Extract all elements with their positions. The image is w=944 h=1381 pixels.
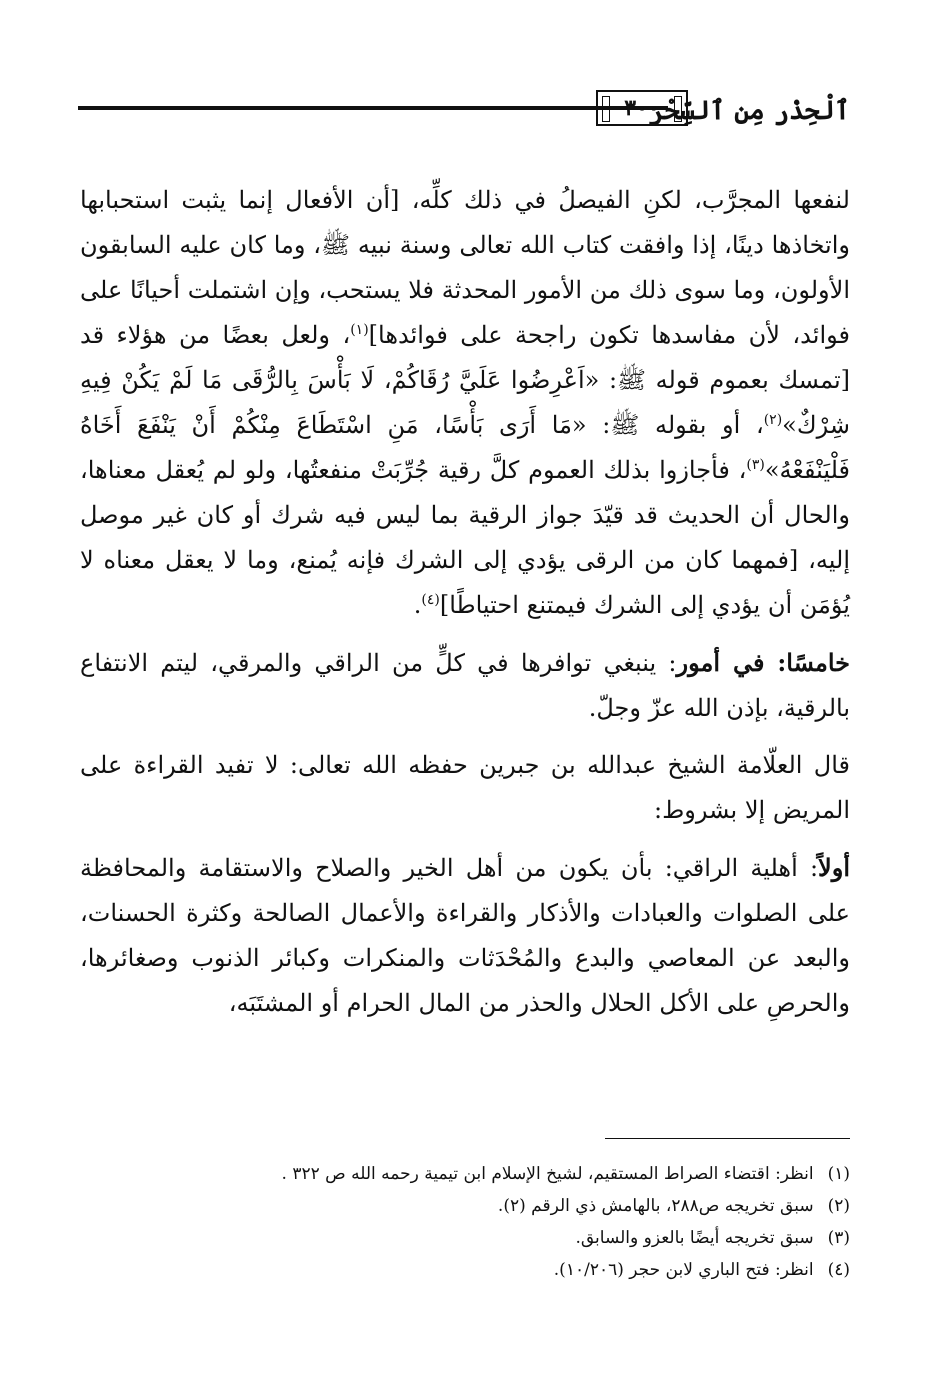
- page-header: [78, 90, 850, 130]
- text-run: .: [413, 591, 422, 619]
- footnote-text: انظر: اقتضاء الصراط المستقيم، لشيخ الإسلام ابن تيمية رحمه الله ص ٣٢٢ .: [281, 1164, 814, 1184]
- footnote-number: (٣): [827, 1228, 850, 1248]
- running-title: ٱلْحِذْر مِن ٱلسِّحْر: [649, 96, 850, 126]
- footnote-item: [90, 1158, 850, 1190]
- footnote-ref-4: (٤): [421, 592, 440, 608]
- text-run: لنفعها المجرَّب، لكنِ الفيصلُ في ذلك كلِّه، [أن الأفعال إنما يثبت استحبابها واتخاذها دينًا، إذا وافقت كتاب الله تعالى وسنة نبيه ﷺ، وما كان عليه السابقون الأولون، وما سوى ذلك من الأمور المحدثة فلا يستحب، وإن اشتملت أحيانًا على فوائد، لأن مفاسدها تكون راجحة على فوائدها]: [80, 186, 850, 349]
- text-run: ، فأجازوا بذلك العموم كلَّ رقية جُرِّبَتْ منفعتُها، ولو لم يُعقل معناها، والحال أن الحديث قد قيّدَ جواز الرقية بما ليس فيه شرك أو كان غير موصل إليه، [فمهما كان من الرقى يؤدي إلى الشرك فإنه يُمنع، وما لا يعقل معناه لا يُؤمَن أن يؤدي إلى الشرك فيمتنع احتياطًا]: [80, 456, 850, 619]
- footnote-item: [90, 1190, 850, 1222]
- text-run: ، أو بقوله ﷺ: «مَا أَرَى بَأْسًا، مَنِ اسْتَطَاعَ مِنْكُمْ أَنْ يَنْفَعَ أَخَاهُ فَلْيَنْفَعْهُ»: [80, 411, 850, 484]
- footnote-ref-1: (١): [350, 322, 369, 338]
- footnote-text: سبق تخريجه ص٢٨٨، بالهامش ذي الرقم (٢).: [497, 1196, 814, 1216]
- section-lead: خامسًا: في أمور: [676, 648, 850, 677]
- footnote-item: [90, 1222, 850, 1254]
- paragraph-1: [80, 178, 850, 628]
- main-text: [80, 178, 850, 1026]
- page-number: ٣٠٠: [596, 90, 688, 126]
- footnote-ref-3: (٣): [746, 457, 765, 473]
- paragraph-3: [80, 743, 850, 833]
- section-lead: أولاً: [818, 853, 850, 882]
- text-run: : ينبغي توافرها في كلٍّ من الراقي والمرقي، ليتم الانتفاع بالرقية، بإذن الله عزّ وجلّ.: [80, 649, 850, 722]
- footnote-text: سبق تخريجه أيضًا بالعزو والسابق.: [575, 1228, 814, 1248]
- header-rule-left: [78, 106, 588, 110]
- footnote-number: (١): [827, 1164, 850, 1184]
- footnotes: [90, 1158, 850, 1286]
- text-run: ، ولعل بعضًا من هؤلاء قد [تمسك بعموم قوله ﷺ: «اَعْرِضُوا عَلَيَّ رُقَاكُمْ، لَا بَأْسَ بِالرُّقَى مَا لَمْ يَكُنْ فِيهِ شِرْكٌ»: [80, 321, 850, 439]
- footnote-ref-2: (٢): [763, 412, 783, 428]
- footnote-number: (٤): [827, 1260, 850, 1280]
- footnote-text: انظر: فتح الباري لابن حجر (١٠/٢٠٦).: [553, 1260, 814, 1280]
- text-run: قال العلّامة الشيخ عبدالله بن جبرين حفظه الله تعالى: لا تفيد القراءة على المريض إلا بشروط:: [80, 751, 850, 824]
- paragraph-2: [80, 640, 850, 731]
- text-run: : أهلية الراقي: بأن يكون من أهل الخير والصلاح والاستقامة والمحافظة على الصلوات والعبادات والأذكار والقراءة والأعمال الصالحة وكثرة الحسنات، والبعد عن المعاصي والبدع والمُحْدَثات والمنكرات وكبائر الذنوب وصغائرها، والحرصِ على الأكل الحلال والحذر من المال الحرام أو المشتَبَه،: [80, 854, 850, 1017]
- footnote-item: [90, 1254, 850, 1286]
- footnote-separator: [605, 1138, 850, 1139]
- footnote-number: (٢): [827, 1196, 850, 1216]
- paragraph-4: [80, 845, 850, 1026]
